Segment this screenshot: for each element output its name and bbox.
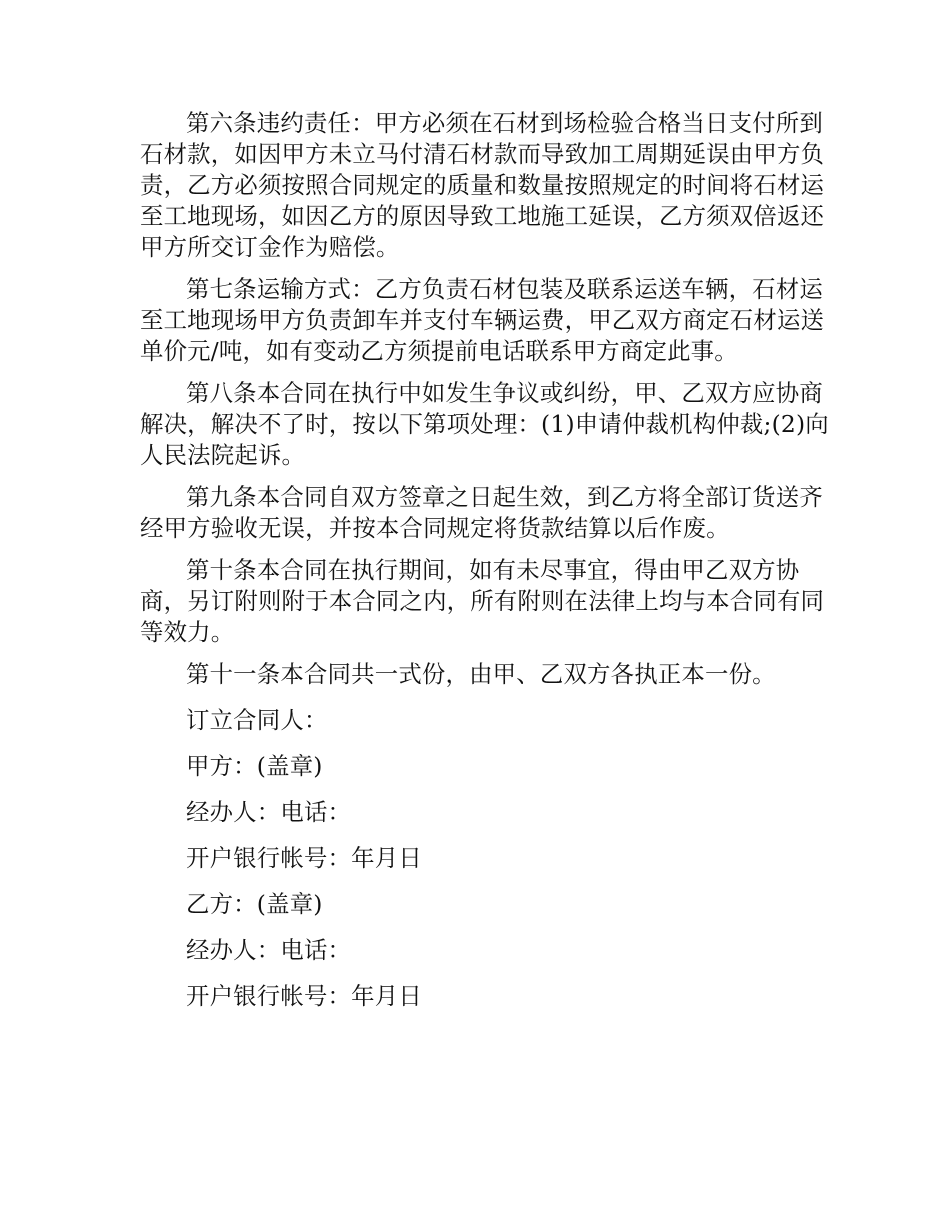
clause-6-breach-liability: 第六条违约责任：甲方必须在石材到场检验合格当日支付所到石材款，如因甲方未立马付清石材款而导致加工周期延误由甲方负责，乙方必须按照合同规定的质量和数量按照规定的时间将石材运至工地现场，如因乙方的原因导致工地施工延误，乙方须双倍返还甲方所交订金作为赔偿。	[140, 109, 825, 261]
clause-9-effective: 第九条本合同自双方签章之日起生效，到乙方将全部订货送齐经甲方验收无误，并按本合同规定将货款结算以后作废。	[140, 483, 823, 542]
party-a-bank-date: 开户银行帐号：年月日	[186, 844, 422, 872]
clause-8-dispute: 第八条本合同在执行中如发生争议或纠纷，甲、乙双方应协商解决，解决不了时，按以下第项处理：(1)申请仲裁机构仲裁;(2)向人民法院起诉。	[140, 379, 829, 469]
clause-11-copies: 第十一条本合同共一式份，由甲、乙双方各执正本一份。	[186, 660, 776, 688]
party-b-bank-date: 开户银行帐号：年月日	[186, 982, 422, 1010]
party-b-agent-phone: 经办人：电话：	[186, 936, 352, 964]
party-a-agent-phone: 经办人：电话：	[186, 798, 352, 826]
party-b-label: 乙方：(盖章)	[186, 890, 323, 918]
clause-10-supplement: 第十条本合同在执行期间，如有未尽事宜，得由甲乙双方协商，另订附则附于本合同之内，所有附则在法律上均与本合同有同等效力。	[140, 556, 825, 646]
signature-block	[140, 705, 832, 1012]
clause-7-transport: 第七条运输方式：乙方负责石材包装及联系运送车辆，石材运至工地现场甲方负责卸车并支付车辆运费，甲乙双方商定石材运送单价元/吨，如有变动乙方须提前电话联系甲方商定此事。	[140, 275, 825, 365]
party-a-label: 甲方：(盖章)	[186, 752, 323, 780]
signature-heading: 订立合同人：	[186, 706, 328, 734]
